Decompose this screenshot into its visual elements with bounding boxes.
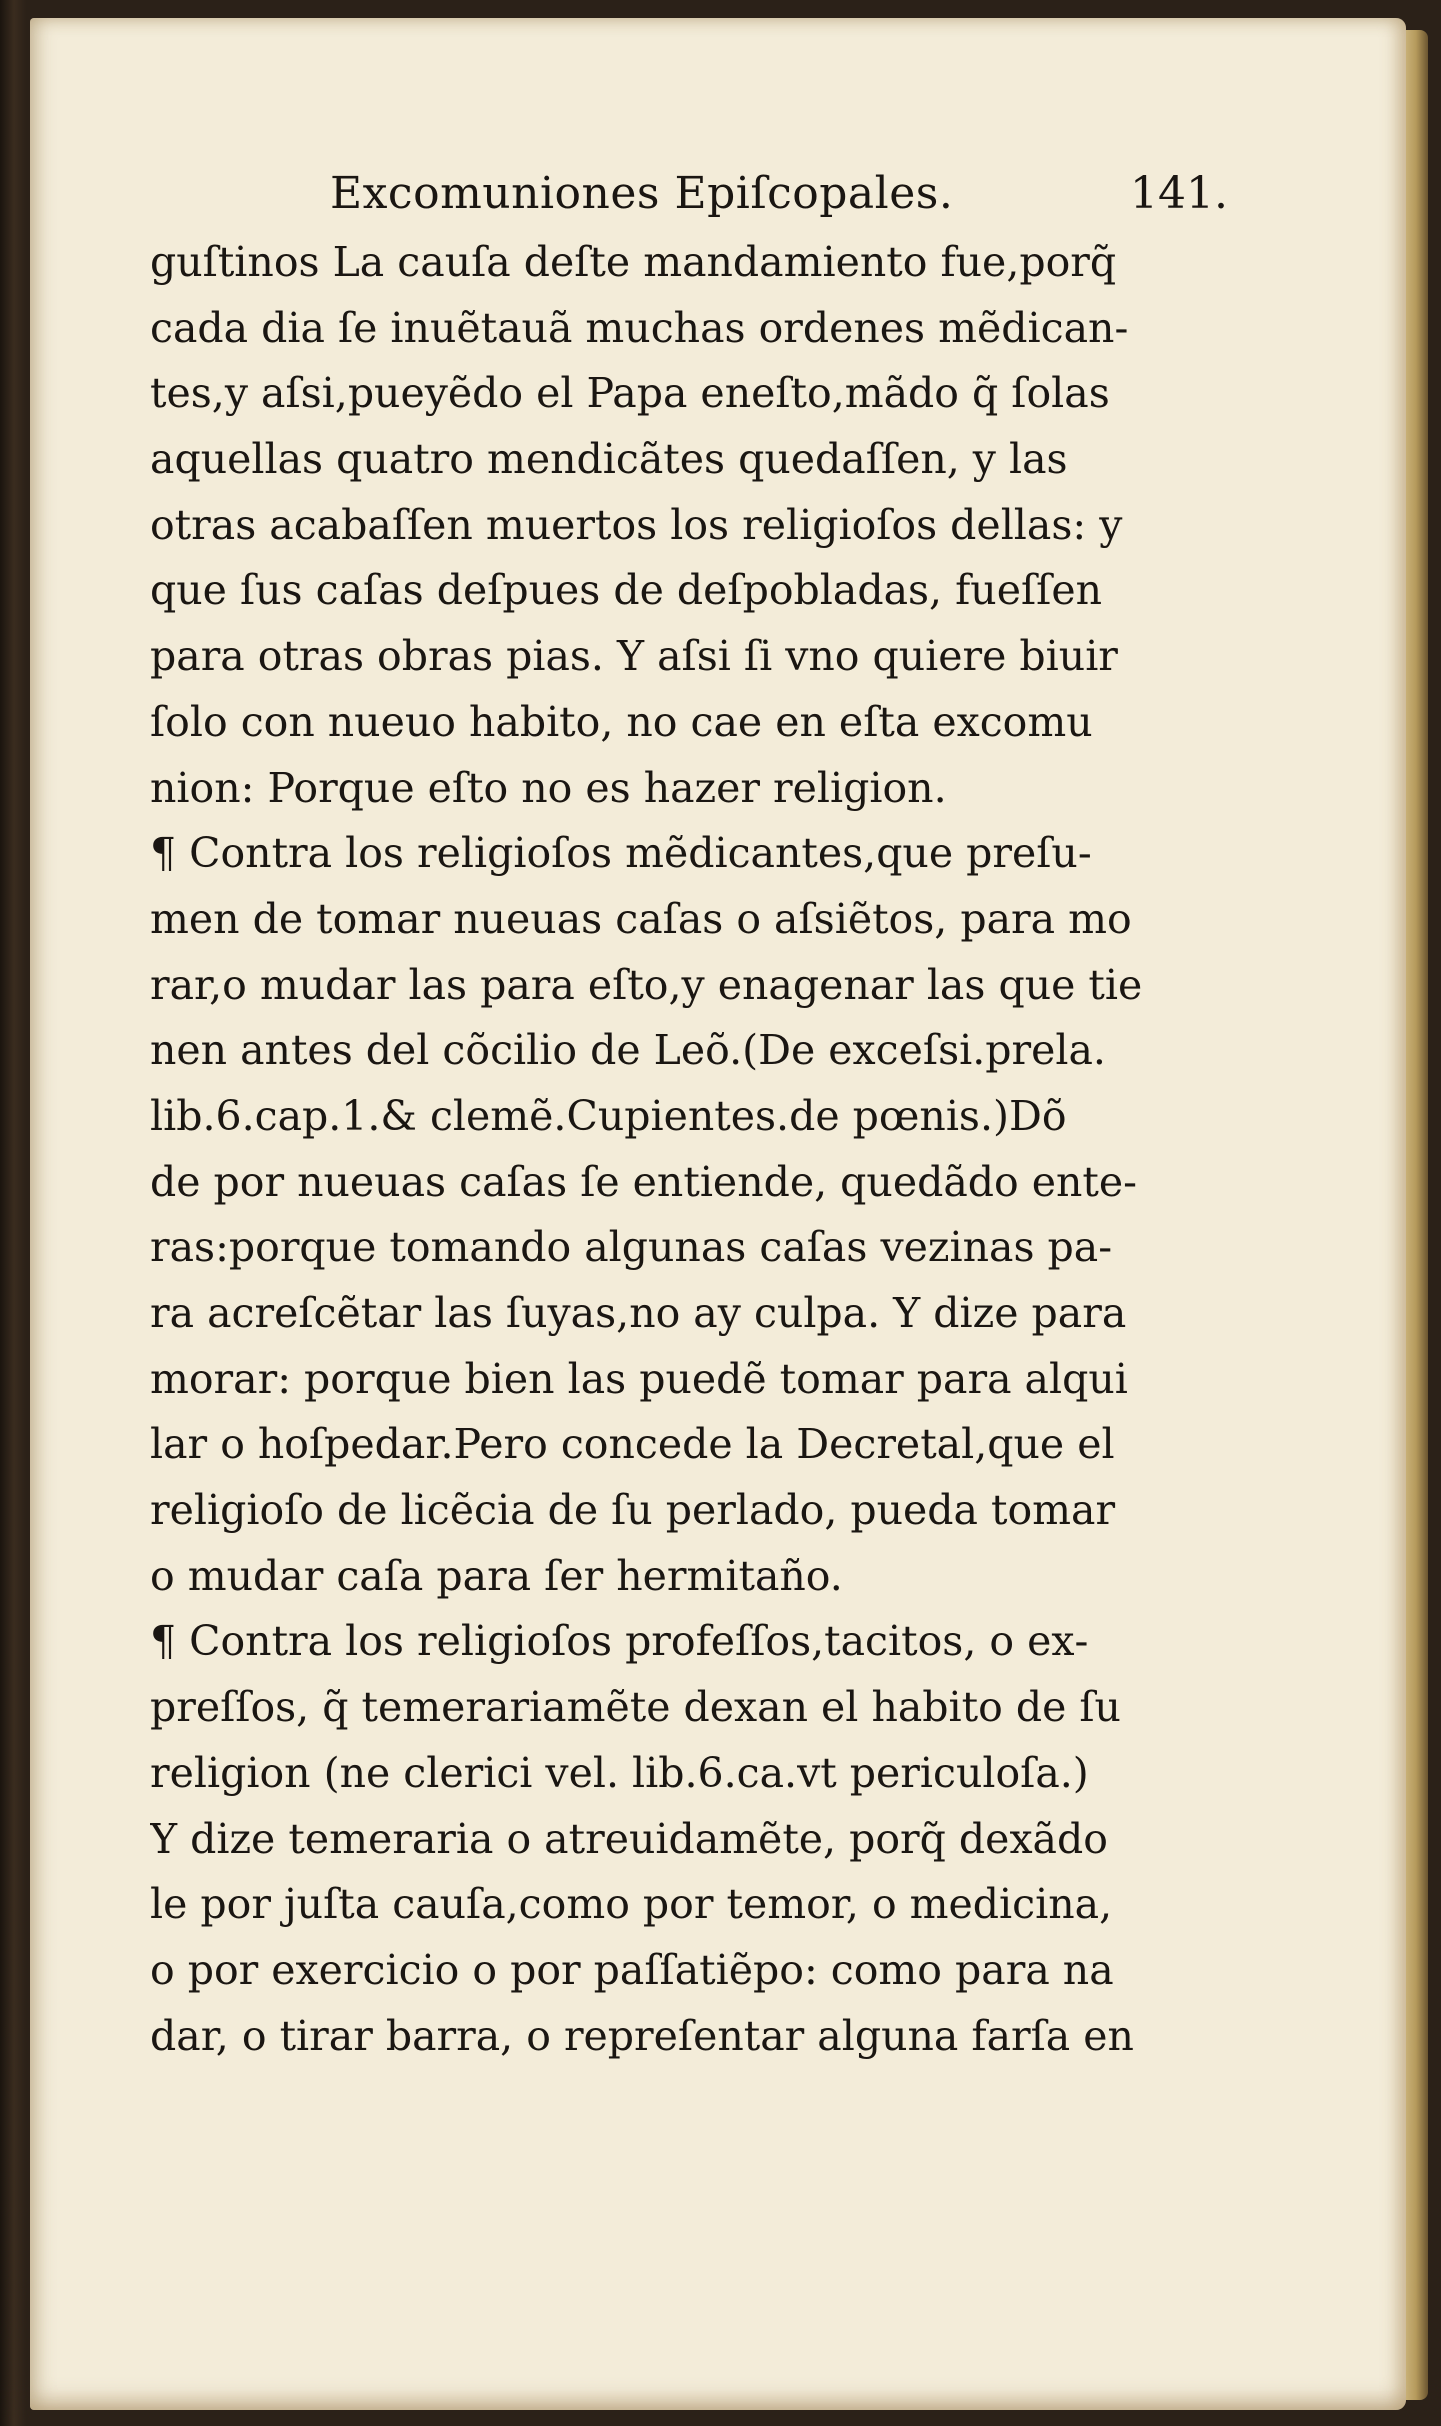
text-line: rar,o mudar las para eſto,y enagenar las que tie [150, 960, 1143, 1009]
text-line: guſtinos La cauſa deſte mandamiento fue,porq̃ [150, 238, 1117, 286]
text-line: de por nueuas caſas ſe entiende, quedãdo ente‑ [150, 1157, 1138, 1206]
text-line: dar, o tirar barra, o repreſentar alguna farſa en [150, 2011, 1134, 2060]
text-line: Y dize temeraria o atreuidamẽte, porq̃ dexãdo [150, 1814, 1108, 1863]
text-line: para otras obras pias. Y aſsi ſi vno quiere biuir [150, 632, 1118, 681]
text-line: cada dia ſe inuẽtauã muchas ordenes mẽdican‑ [150, 303, 1129, 352]
text-line: morar: porque bien las puedẽ tomar para alqui [150, 1354, 1128, 1403]
text-line: ra acreſcẽtar las ſuyas,no ay culpa. Y dize para [150, 1289, 1127, 1337]
text-block [150, 160, 1300, 2069]
text-line: lar o hoſpedar.Pero concede la Decretal,que el [150, 1420, 1115, 1469]
text-line: religioſo de licẽcia de ſu perlado, pueda tomar [150, 1486, 1116, 1535]
text-line: que ſus caſas deſpues de deſpobladas, fueſſen [150, 566, 1102, 615]
text-line: men de tomar nueuas caſas o aſsiẽtos, para mo [150, 894, 1132, 943]
text-line: le por juſta cauſa,como por temor, o medicina, [150, 1880, 1113, 1929]
text-line: preſſos, q̃ temerariamẽte dexan el habito de ſu [150, 1683, 1121, 1732]
text-line: tes,y aſsi,pueyẽdo el Papa eneſto,mãdo q̃ ſolas [150, 369, 1110, 418]
folio-number: 141. [1130, 168, 1228, 219]
text-line: o por exercicio o por paſſatiẽpo: como para na [150, 1945, 1114, 1994]
running-head: Excomuniones Epiſcopales. [330, 168, 954, 219]
text-line: nen antes del cõcilio de Leõ.(De exceſsi.prela. [150, 1026, 1106, 1075]
text-line: aquellas quatro mendicãtes quedaſſen, y las [150, 435, 1068, 484]
page-header [150, 160, 1300, 230]
text-line: otras acabaſſen muertos los religioſos dellas: y [150, 500, 1123, 549]
body-text [150, 230, 1300, 2069]
text-line: ¶ Contra los religioſos profeſſos,tacitos, o ex‑ [150, 1617, 1089, 1666]
text-line: o mudar caſa para ſer hermitaño. [150, 1551, 843, 1600]
text-line: religion (ne clerici vel. lib.6.ca.vt periculoſa.) [150, 1748, 1089, 1797]
text-line: nion: Porque eſto no es hazer religion. [150, 763, 947, 812]
text-line: ras:porque tomando algunas caſas vezinas pa‑ [150, 1223, 1113, 1272]
text-line: lib.6.cap.1.& clemẽ.Cupientes.de pœnis.)Dõ [150, 1091, 1067, 1140]
text-line: ſolo con nueuo habito, no cae en eſta excomu [150, 697, 1093, 746]
text-line: ¶ Contra los religioſos mẽdicantes,que preſu‑ [150, 829, 1092, 878]
